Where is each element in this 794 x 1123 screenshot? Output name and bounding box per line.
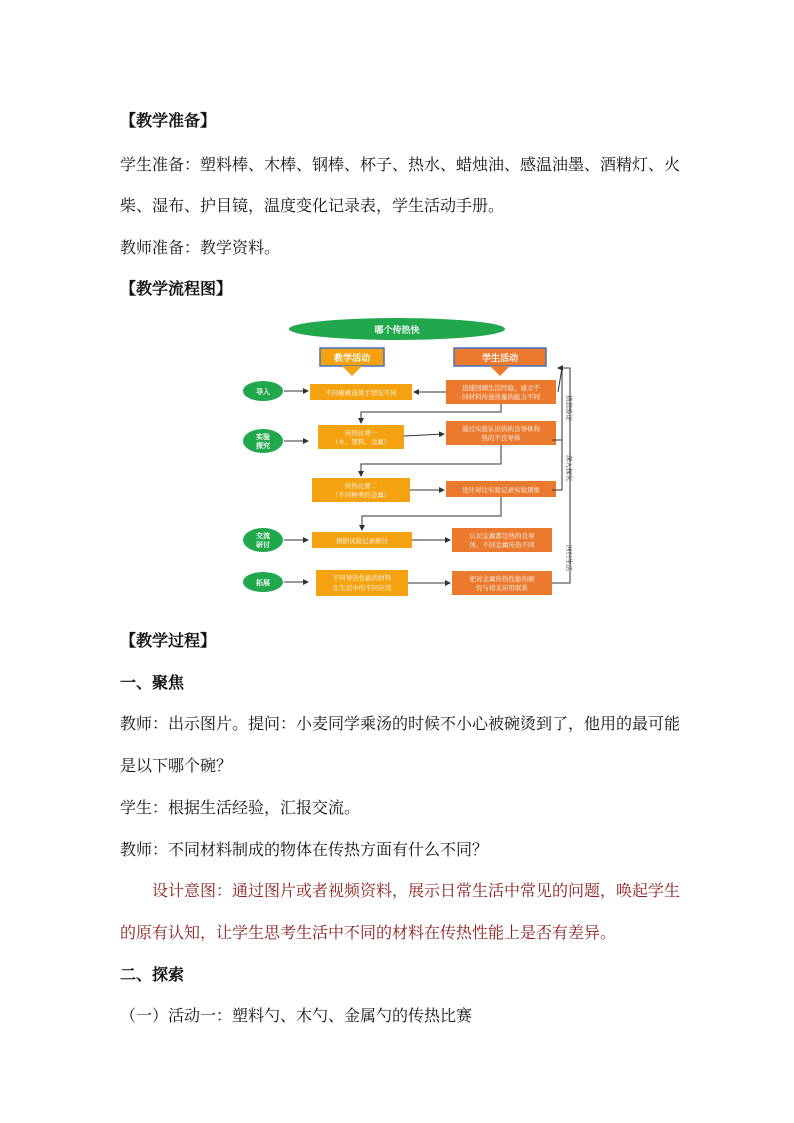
prep-heading: 【教学准备】 (120, 111, 217, 130)
design-intent-2: 的原有认知，让学生思考生活中不同的材料在传热性能上是否有差异。 (120, 923, 617, 942)
teacher-text-1: 不同碗乘汤烫手情况不同 (325, 389, 397, 397)
stage-ext: 拓展 (256, 579, 270, 587)
student-answer: 学生：根据生活经验，汇报交流。 (120, 798, 361, 817)
flow-title: 哪个传热快 (374, 326, 420, 336)
teacher-question-1b: 是以下哪个碗？ (120, 756, 233, 775)
student-text-1a: 迅速回顾生活经验，建立不 (462, 384, 540, 392)
student-text-5a: 把对金属传热性能的研 (469, 575, 535, 583)
teacher-text-3b: （不同种类的金属） (331, 491, 391, 499)
teacher-text-2a: 传热比赛一 (344, 429, 378, 437)
side-label-a: 猜想验证 (565, 395, 573, 421)
student-text-4b: 体，不同金属传热不同 (469, 541, 535, 549)
teacher-header-arrow (342, 366, 362, 376)
student-text-2b: 热的不良导体 (481, 434, 521, 442)
design-intent-1: 设计意图：通过图片或者视频资料，展示日常生活中常见的问题，唤起学生 (152, 881, 681, 900)
teacher-header: 教学活动 (333, 354, 371, 364)
student-text-5b: 究与相关应用联系 (476, 584, 528, 592)
activity-1: （一）活动一：塑料勺、木勺、金属勺的传热比赛 (120, 1006, 473, 1025)
stage-talk-2: 研讨 (256, 541, 270, 549)
teacher-text-3a: 传热比赛二 (344, 482, 378, 490)
student-text-1b: 同材料传递热量的能力不同 (462, 393, 540, 401)
student-text-4a: 认识金属都是热的良导 (469, 532, 535, 540)
teaching-flowchart (240, 312, 580, 602)
stage-talk-1: 交流 (256, 532, 270, 540)
teacher-question-1a: 教师：出示图片。提问：小麦同学乘汤的时候不小心被碗烫到了，他用的最可能 (120, 714, 681, 733)
flow-heading: 【教学流程图】 (120, 279, 233, 298)
student-prep-line-1: 学生准备：塑料棒、木棒、钢棒、杯子、热水、蜡烛油、感温油墨、酒精灯、火 (120, 155, 681, 174)
teacher-question-2: 教师：不同材料制成的物体在传热方面有什么不同？ (120, 840, 489, 859)
explore-heading: 二、探索 (120, 965, 185, 984)
student-header: 学生活动 (481, 354, 519, 364)
student-prep-line-2: 柴、湿布、护目镜，温度变化记录表，学生活动手册。 (120, 196, 505, 215)
stage-exp-2: 探究 (256, 442, 270, 450)
teacher-text-5b: 在生活中的不同应用 (332, 584, 392, 592)
teacher-prep: 教师准备：教学资料。 (120, 238, 281, 257)
teacher-text-5a: 不同导热性能的材料 (332, 574, 392, 582)
side-label-c: 回归生活 (565, 545, 573, 571)
process-heading: 【教学过程】 (120, 631, 217, 650)
stage-intro: 导入 (256, 388, 270, 396)
side-label-b: 深入探究 (565, 455, 573, 481)
stage-exp-1: 实验 (256, 433, 270, 441)
focus-heading: 一、聚焦 (120, 673, 185, 692)
teacher-text-4: 根据试验记录研讨 (336, 537, 388, 545)
student-header-arrow (490, 366, 510, 376)
student-text-2a: 通过实验认识热的良导体和 (462, 425, 540, 433)
teacher-text-2b: （木、塑料、金属） (331, 438, 391, 446)
student-text-3: 设计对比实验记录实验现象 (462, 486, 540, 494)
